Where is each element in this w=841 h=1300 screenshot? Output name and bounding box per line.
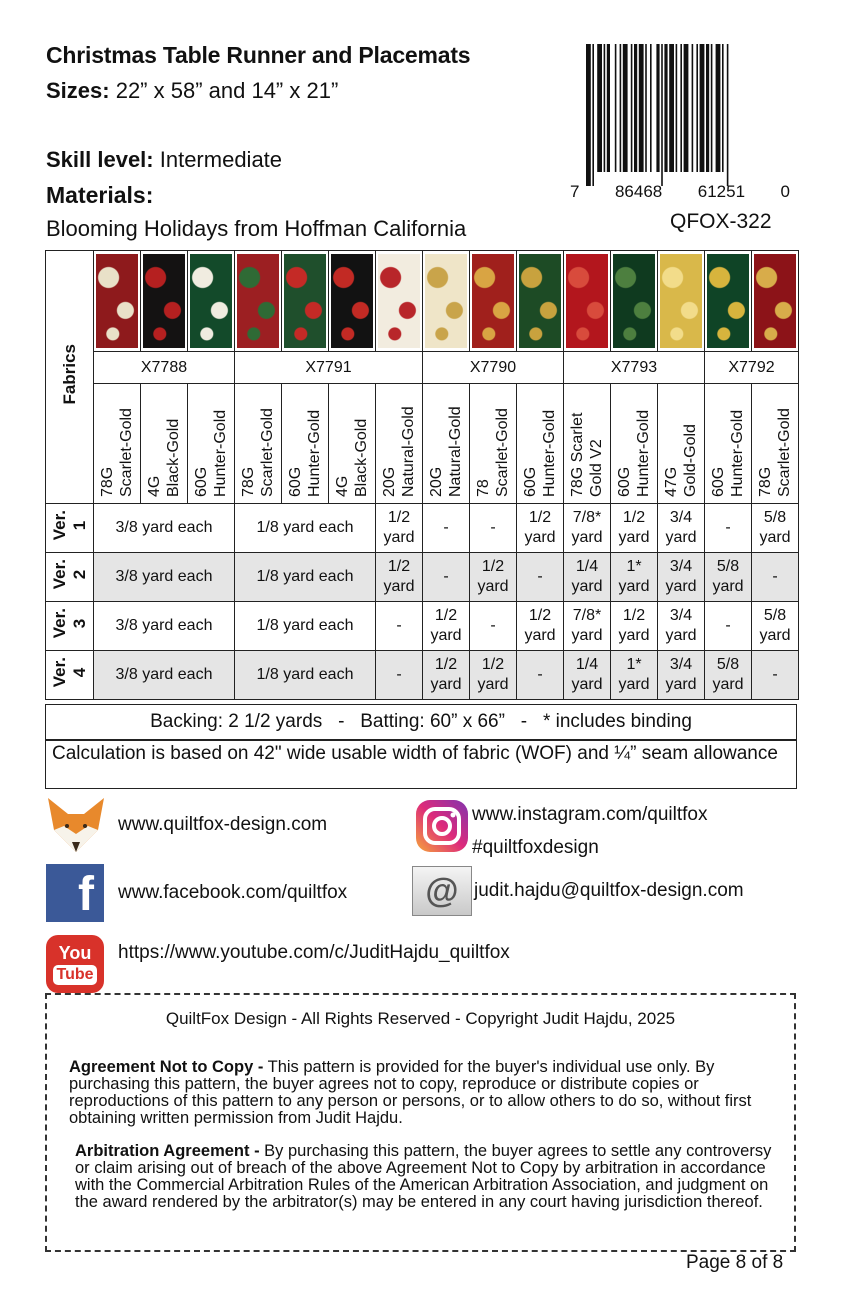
calculation-note: Calculation is based on 42" wide usable width of fabric (WOF) and ¼” seam allowance — [45, 740, 797, 789]
amount-cell: 1* yard — [611, 553, 658, 602]
table-row — [46, 504, 799, 553]
fabric-swatch — [378, 254, 420, 348]
fabric-swatch — [284, 254, 326, 348]
amount-cell: 3/8 yard each — [94, 651, 235, 700]
amount-cell: - — [705, 602, 752, 651]
amount-cell: 1/2 yard — [423, 602, 470, 651]
version-label: Ver. 2 — [49, 558, 89, 590]
group-header: X7792 — [705, 352, 799, 384]
amount-cell: - — [376, 651, 423, 700]
group-header: X7788 — [94, 352, 235, 384]
fabric-swatch — [707, 254, 749, 348]
table-row — [46, 602, 799, 651]
fabric-label: 20G Natural-Gold — [381, 406, 417, 497]
barcode-bar — [716, 44, 721, 172]
fabric-label: 20G Natural-Gold — [428, 406, 464, 497]
amount-cell: 7/8* yard — [564, 602, 611, 651]
agreement-text: This pattern is provided for the buyer's individual use only. By purchasing this pattern, the buyer agrees not to copy, reproduce or distribute copies or reproductions of this pattern to any person or persons, or to allow others to do so, without first obtaining written permission from Judit Hajdu. — [69, 1058, 752, 1127]
facebook-icon — [46, 864, 104, 922]
barcode-bar — [639, 44, 644, 172]
amount-cell: 1/2 yard — [376, 504, 423, 553]
pattern-title: Christmas Table Runner and Placemats — [46, 42, 471, 68]
fabric-requirements-table — [45, 250, 799, 700]
barcode-bar — [676, 44, 678, 172]
barcode-digit-start: 7 — [570, 182, 580, 201]
facebook-link[interactable]: www.facebook.com/quiltfox — [118, 882, 348, 903]
amount-cell: 3/4 yard — [658, 504, 705, 553]
fabric-swatch — [472, 254, 514, 348]
fabric-label: 4G Black-Gold — [334, 418, 370, 497]
barcode-bar — [620, 44, 622, 172]
amount-cell: - — [470, 602, 517, 651]
fabric-swatch — [331, 254, 373, 348]
website-row — [46, 796, 327, 854]
fabric-swatch — [96, 254, 138, 348]
facebook-row — [46, 864, 347, 922]
fabric-swatch — [190, 254, 232, 348]
fabric-label: 60G Hunter-Gold — [287, 409, 323, 497]
amount-cell: 1* yard — [611, 651, 658, 700]
amount-cell: 1/2 yard — [376, 553, 423, 602]
youtube-row — [46, 935, 510, 993]
at-glyph: @ — [425, 871, 459, 910]
barcode-bar — [615, 44, 617, 172]
amount-cell: 1/8 yard each — [235, 651, 376, 700]
amount-cell: - — [376, 602, 423, 651]
amount-cell: 1/2 yard — [470, 553, 517, 602]
amount-cell: 1/2 yard — [611, 504, 658, 553]
fabric-label: 78G Scarlet-Gold — [240, 408, 276, 497]
amount-cell: 1/8 yard each — [235, 602, 376, 651]
youtube-link[interactable]: https://www.youtube.com/c/JuditHajdu_quiltfox — [118, 942, 510, 963]
version-cell — [46, 504, 94, 553]
barcode-group-1: 86468 — [614, 182, 663, 201]
barcode-bar — [650, 44, 652, 172]
amount-cell: - — [752, 651, 799, 700]
sizes-value: 22” x 58” and 14” x 21” — [109, 78, 339, 103]
fabric-label: 60G Hunter-Gold — [710, 409, 746, 497]
fabric-label: 4G Black-Gold — [146, 418, 182, 497]
fabric-swatch — [613, 254, 655, 348]
amount-cell: 3/8 yard each — [94, 602, 235, 651]
barcode-digit-end: 0 — [780, 182, 790, 201]
fabric-collection: Blooming Holidays from Hoffman California — [46, 216, 467, 241]
amount-cell: 5/8 yard — [752, 602, 799, 651]
amount-cell: 1/4 yard — [564, 553, 611, 602]
facebook-glyph: f — [78, 868, 94, 921]
fabric-label: 47G Gold-Gold — [663, 424, 699, 497]
barcode-bar — [586, 44, 591, 186]
amount-cell: 5/8 yard — [752, 504, 799, 553]
amount-cell: 1/2 yard — [517, 602, 564, 651]
barcode-bar — [661, 44, 663, 186]
barcode-bar — [664, 44, 667, 172]
sizes-label: Sizes: — [46, 78, 110, 103]
arbitration-paragraph — [75, 1143, 781, 1211]
fabric-swatch — [660, 254, 702, 348]
barcode — [586, 44, 774, 186]
version-label: Ver. 4 — [49, 656, 89, 688]
fabric-swatch — [143, 254, 185, 348]
barcode-bar — [684, 44, 689, 172]
website-link[interactable]: www.quiltfox-design.com — [118, 814, 328, 835]
youtube-icon-bottom: Tube — [53, 965, 96, 985]
amount-cell: - — [423, 553, 470, 602]
email-row — [412, 866, 744, 916]
version-label: Ver. 1 — [49, 509, 89, 541]
amount-cell: 3/4 yard — [658, 553, 705, 602]
arbitration-text: By purchasing this pattern, the buyer agrees to settle any controversy or claim arising out of breach of the above Agreement Not to Copy by arbitration in accordance with the Commercial Arbitration Rules of the American Arbitration Association, and judgment on the award rendered by the arbitrator(s) may be entered in any court having jurisdiction thereof. — [75, 1142, 772, 1211]
barcode-bar — [692, 44, 694, 172]
agreement-paragraph — [69, 1059, 769, 1127]
group-header: X7791 — [235, 352, 423, 384]
barcode-bar — [706, 44, 709, 172]
amount-cell: - — [752, 553, 799, 602]
barcode-bar — [680, 44, 682, 172]
skill-line — [46, 147, 282, 173]
amount-cell: 5/8 yard — [705, 651, 752, 700]
version-cell — [46, 651, 94, 700]
amount-cell: 1/8 yard each — [235, 553, 376, 602]
version-label: Ver. 3 — [49, 607, 89, 639]
amount-cell: - — [517, 651, 564, 700]
amount-cell: 5/8 yard — [705, 553, 752, 602]
skill-label: Skill level: — [46, 147, 154, 172]
barcode-bar — [711, 44, 713, 172]
fabric-swatch — [237, 254, 279, 348]
fabric-swatch — [566, 254, 608, 348]
amount-cell: 7/8* yard — [564, 504, 611, 553]
barcode-bar — [645, 44, 647, 172]
table-row — [46, 553, 799, 602]
email-icon — [412, 866, 472, 916]
legal-box — [45, 993, 796, 1252]
fabric-label: 60G Hunter-Gold — [616, 409, 652, 497]
barcode-digits — [570, 182, 790, 202]
amount-cell: - — [517, 553, 564, 602]
sizes-line — [46, 78, 338, 104]
email-link[interactable]: judit.hajdu@quiltfox-design.com — [474, 880, 744, 901]
amount-cell: 1/2 yard — [470, 651, 517, 700]
amount-cell: 1/4 yard — [564, 651, 611, 700]
fabrics-header-cell — [46, 251, 94, 504]
fabric-label: 78G Scarlet-Gold — [757, 408, 793, 497]
barcode-bar — [604, 44, 606, 172]
barcode-bar — [631, 44, 633, 172]
barcode-bar — [634, 44, 637, 172]
barcode-bar — [623, 44, 628, 172]
fabric-swatch — [519, 254, 561, 348]
group-header: X7793 — [564, 352, 705, 384]
amount-cell: 3/8 yard each — [94, 504, 235, 553]
fabric-swatch — [754, 254, 796, 348]
amount-cell: 3/4 yard — [658, 602, 705, 651]
amount-cell: 1/8 yard each — [235, 504, 376, 553]
arbitration-title: Arbitration Agreement - — [75, 1142, 260, 1160]
fabric-swatch — [425, 254, 467, 348]
amount-cell: - — [423, 504, 470, 553]
table-row — [46, 651, 799, 700]
amount-cell: 3/4 yard — [658, 651, 705, 700]
barcode-bar — [700, 44, 705, 172]
instagram-row — [414, 798, 707, 864]
amount-cell: 3/8 yard each — [94, 553, 235, 602]
barcode-bar — [656, 44, 659, 172]
fabric-label: 60G Hunter-Gold — [193, 409, 229, 497]
instagram-link[interactable]: www.instagram.com/quiltfox — [472, 804, 708, 825]
barcode-bar — [669, 44, 674, 172]
page-number: Page 8 of 8 — [686, 1252, 784, 1273]
group-header: X7790 — [423, 352, 564, 384]
amount-cell: - — [470, 504, 517, 553]
fabric-label: 78G Scarlet-Gold — [99, 408, 135, 497]
fabric-label: 78 Scarlet-Gold — [475, 408, 511, 497]
version-cell — [46, 553, 94, 602]
skill-value: Intermediate — [153, 147, 283, 172]
backing-batting-note: Backing: 2 1/2 yards - Batting: 60” x 66” - * includes binding — [45, 704, 797, 740]
amount-cell: - — [705, 504, 752, 553]
instagram-hashtag: #quiltfoxdesign — [472, 837, 599, 858]
amount-cell: 1/2 yard — [611, 602, 658, 651]
version-cell — [46, 602, 94, 651]
barcode-bar — [727, 44, 729, 186]
fox-logo-icon — [46, 796, 106, 854]
fabric-label: 60G Hunter-Gold — [522, 409, 558, 497]
barcode-bar — [597, 44, 602, 172]
youtube-icon-top: You — [58, 943, 92, 963]
youtube-icon — [46, 935, 104, 993]
barcode-group-2: 61251 — [697, 182, 746, 201]
barcode-bar — [592, 44, 594, 186]
barcode-bar — [607, 44, 610, 172]
barcode-bar — [696, 44, 698, 172]
sku-code: QFOX-322 — [670, 210, 772, 233]
fabrics-label: Fabrics — [59, 344, 79, 405]
agreement-title: Agreement Not to Copy - — [69, 1058, 264, 1076]
amount-cell: 1/2 yard — [423, 651, 470, 700]
materials-heading: Materials: — [46, 182, 154, 208]
instagram-icon — [414, 798, 470, 854]
fabric-label: 78G Scarlet Gold V2 — [569, 412, 605, 497]
copyright-line: QuiltFox Design - All Rights Reserved - Copyright Judit Hajdu, 2025 — [165, 1009, 676, 1028]
barcode-bar — [722, 44, 724, 172]
amount-cell: 1/2 yard — [517, 504, 564, 553]
